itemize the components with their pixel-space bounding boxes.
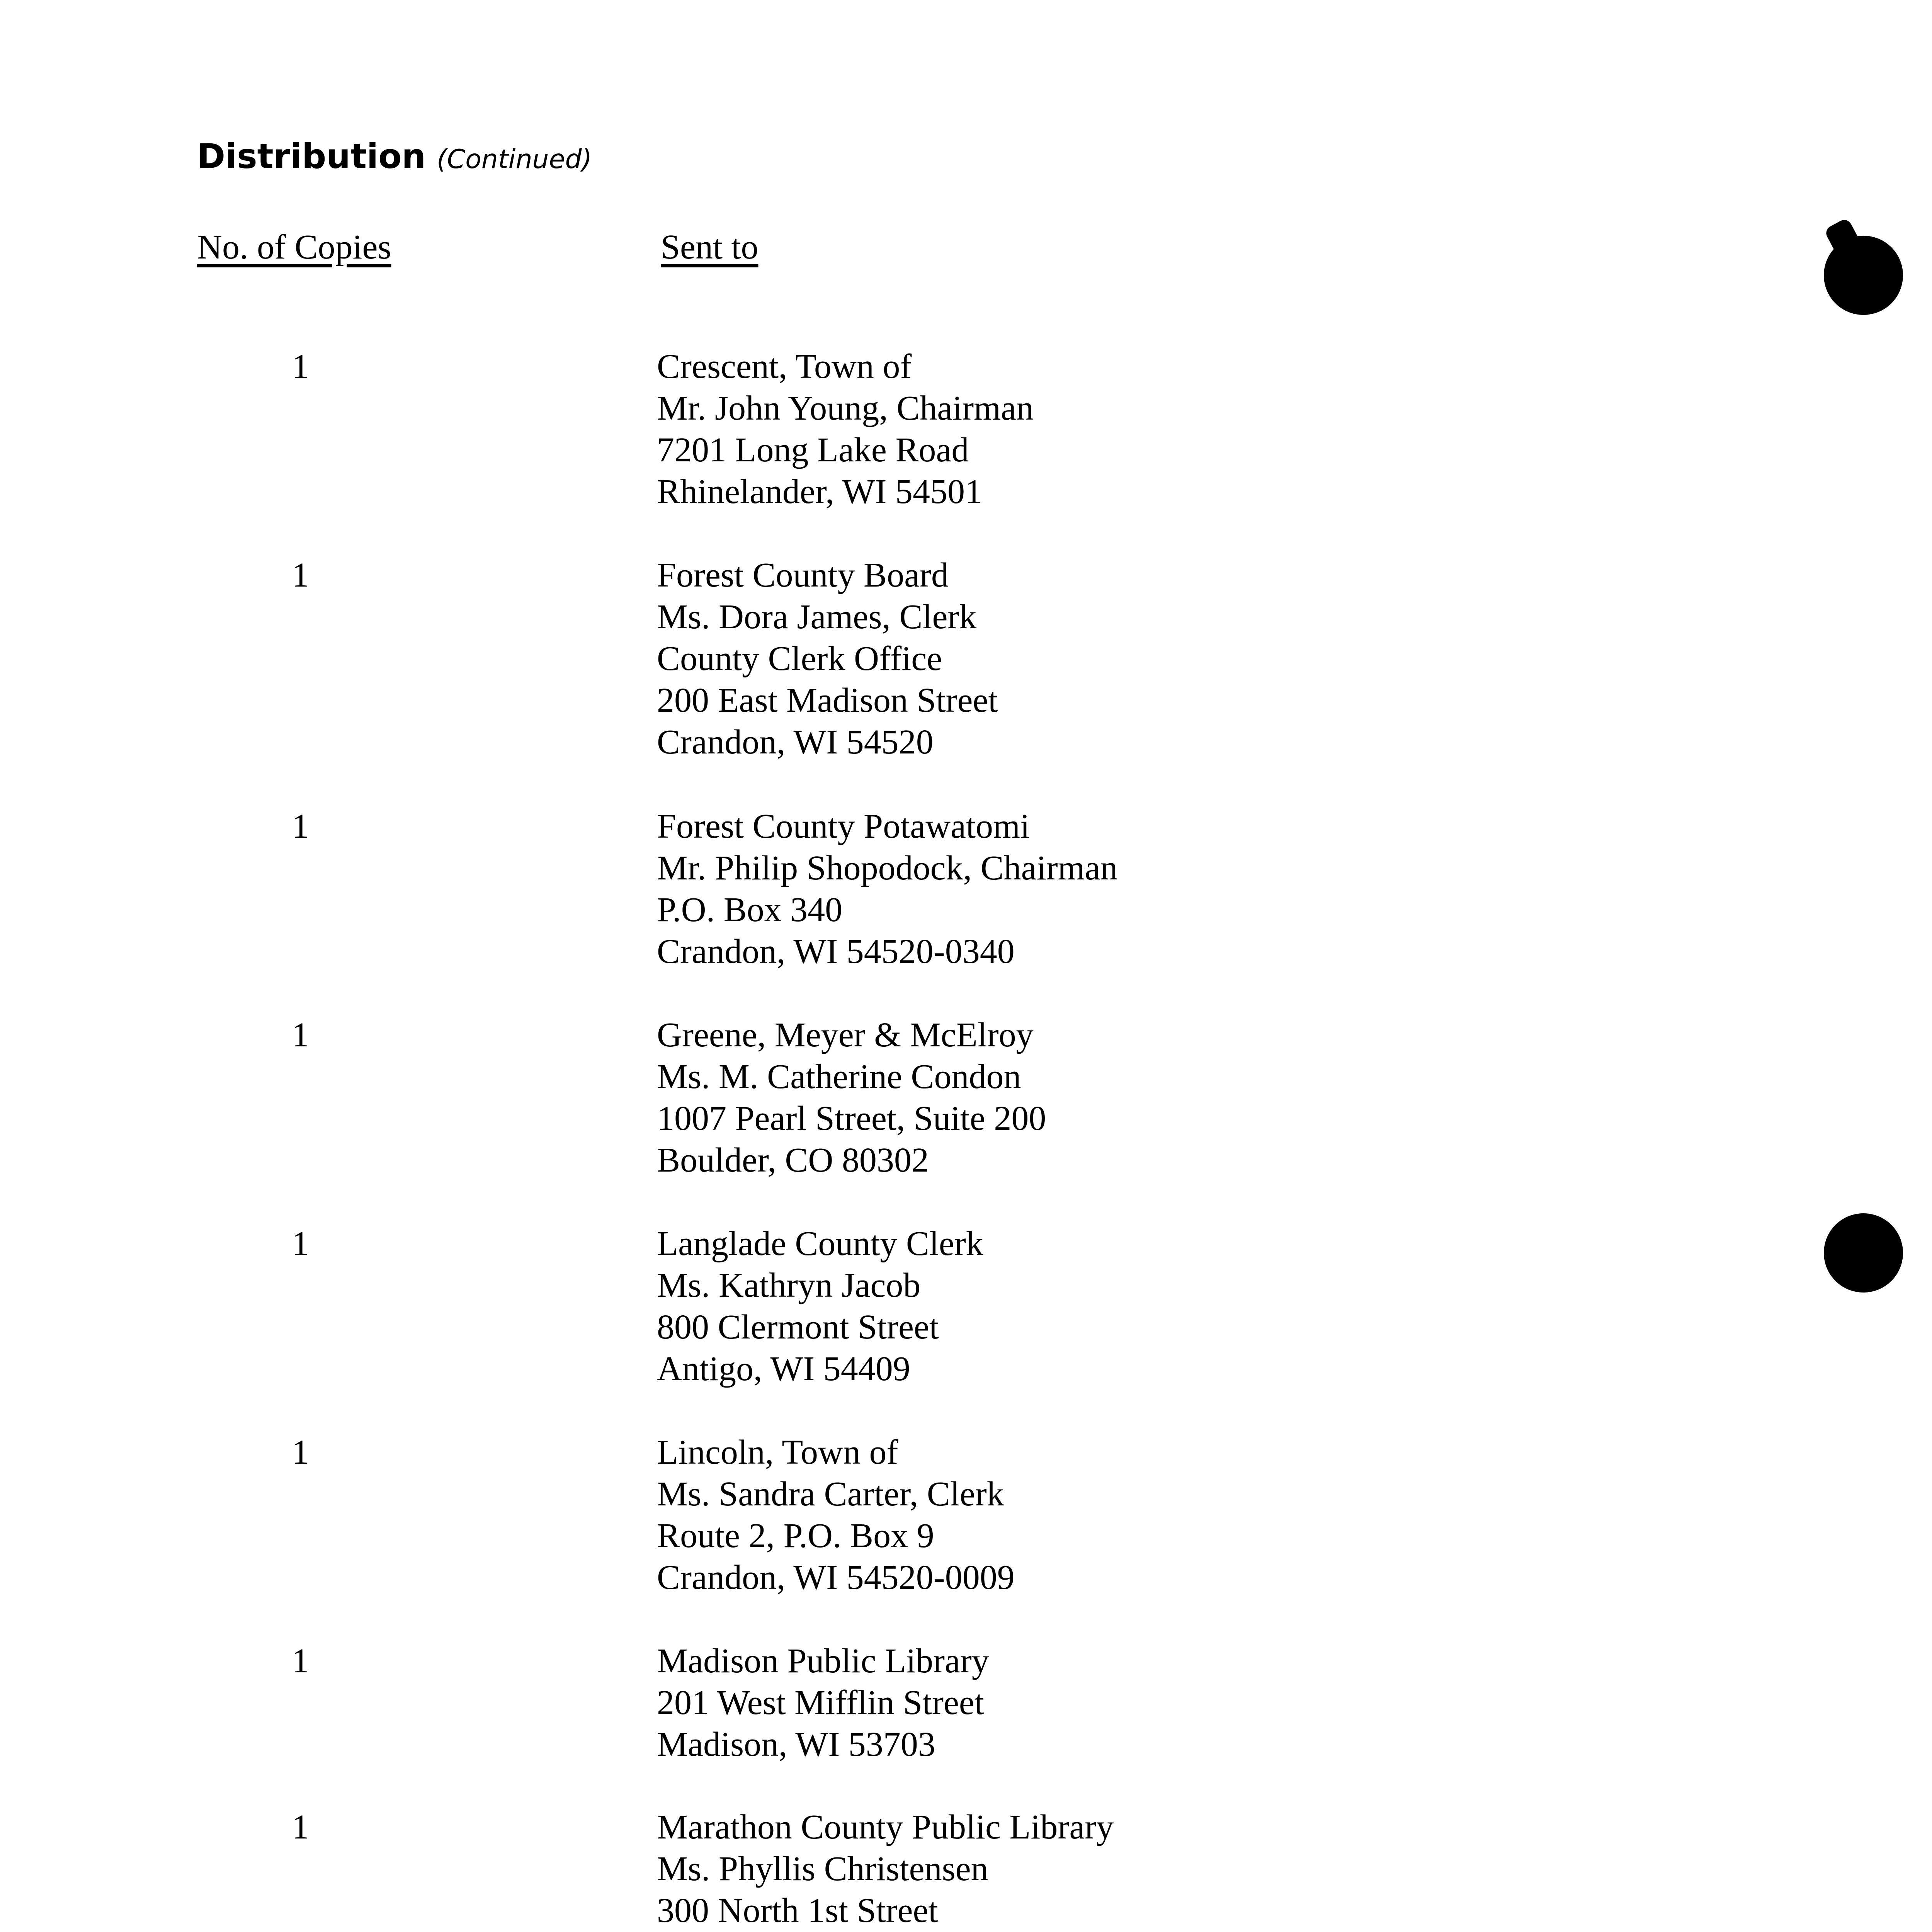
recipient-address (657, 1640, 989, 1765)
copy-count: 1 (292, 1225, 309, 1263)
heading-subtitle: (Continued) (437, 144, 592, 175)
address-line: Crandon, WI 54520-0340 (657, 932, 1015, 971)
recipient-address (657, 1223, 983, 1390)
section-heading (197, 135, 592, 181)
address-line: Madison, WI 53703 (657, 1725, 935, 1764)
address-line: Rhinelander, WI 54501 (657, 473, 983, 511)
address-line: Ms. Phyllis Christensen (657, 1850, 988, 1888)
distribution-entry (0, 1432, 1932, 1602)
distribution-entry (0, 346, 1932, 516)
address-line: Route 2, P.O. Box 9 (657, 1517, 934, 1555)
address-line: Forest County Potawatomi (657, 807, 1030, 845)
address-line: County Clerk Office (657, 639, 942, 678)
address-line: Crescent, Town of (657, 347, 912, 386)
recipient-address (657, 346, 1034, 513)
address-line: Marathon County Public Library (657, 1808, 1114, 1846)
address-line: Greene, Meyer & McElroy (657, 1016, 1034, 1054)
address-line: Mr. Philip Shopodock, Chairman (657, 849, 1118, 887)
distribution-entry (0, 1640, 1932, 1810)
copy-count: 1 (292, 807, 309, 845)
recipient-address (657, 1432, 1015, 1599)
address-line: 800 Clermont Street (657, 1308, 939, 1346)
recipient-address (657, 1014, 1046, 1181)
address-line: Antigo, WI 54409 (657, 1350, 910, 1388)
recipient-address (657, 806, 1118, 973)
distribution-entry (0, 1806, 1932, 1932)
address-line: Madison Public Library (657, 1642, 989, 1680)
address-line: Ms. Kathryn Jacob (657, 1266, 921, 1304)
column-header-sent-to: Sent to (661, 228, 759, 266)
copy-count: 1 (292, 1808, 309, 1846)
address-line: Mr. John Young, Chairman (657, 389, 1034, 427)
copy-count: 1 (292, 1016, 309, 1054)
copy-count: 1 (292, 347, 309, 386)
copy-count: 1 (292, 556, 309, 594)
address-line: 1007 Pearl Street, Suite 200 (657, 1099, 1046, 1138)
distribution-entry (0, 1014, 1932, 1184)
address-line: 300 North 1st Street (657, 1891, 938, 1930)
recipient-address (657, 554, 998, 763)
address-line: Langlade County Clerk (657, 1225, 983, 1263)
address-line: P.O. Box 340 (657, 891, 843, 929)
address-line: 201 West Mifflin Street (657, 1684, 984, 1722)
distribution-entry (0, 554, 1932, 761)
address-line: Ms. M. Catherine Condon (657, 1058, 1021, 1096)
address-line: Ms. Sandra Carter, Clerk (657, 1475, 1004, 1513)
heading-title: Distribution (197, 136, 426, 176)
address-line: 7201 Long Lake Road (657, 431, 969, 469)
punch-hole-icon (1824, 236, 1903, 315)
copy-count: 1 (292, 1642, 309, 1680)
copy-count: 1 (292, 1433, 309, 1471)
address-line: Ms. Dora James, Clerk (657, 598, 977, 636)
distribution-entry (0, 1223, 1932, 1393)
address-line: 200 East Madison Street (657, 681, 998, 719)
punch-hole-icon (1824, 1213, 1903, 1293)
column-header-copies: No. of Copies (197, 228, 391, 266)
recipient-address (657, 1806, 1114, 1932)
address-line: Crandon, WI 54520-0009 (657, 1558, 1015, 1597)
address-line: Forest County Board (657, 556, 949, 594)
address-line: Lincoln, Town of (657, 1433, 898, 1471)
address-line: Crandon, WI 54520 (657, 723, 934, 761)
address-line: Boulder, CO 80302 (657, 1141, 929, 1179)
distribution-entry (0, 806, 1932, 976)
